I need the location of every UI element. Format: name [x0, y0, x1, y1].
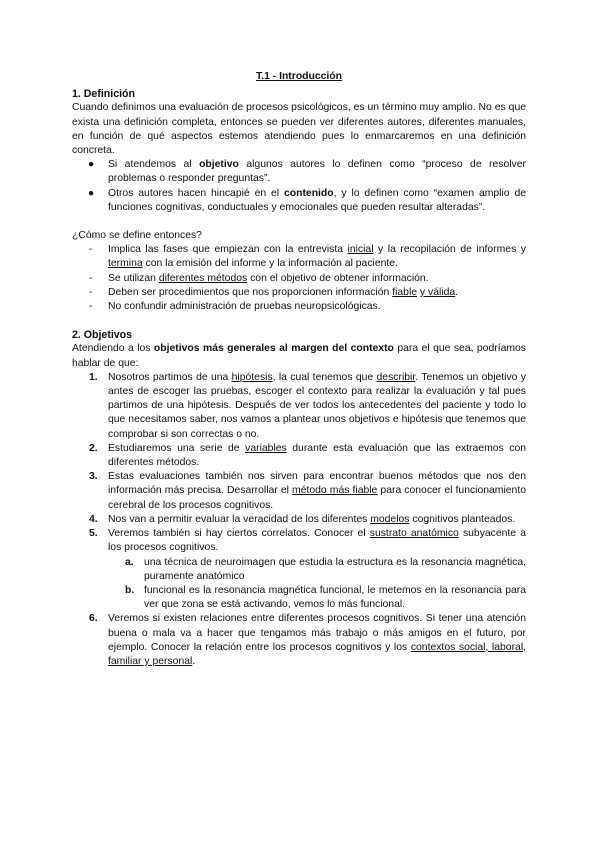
list-item: - Se utilizan diferentes métodos con el objetivo de obtener información. [72, 272, 526, 286]
number-marker: 5. [89, 528, 98, 540]
section-heading-objetivos: 2. Objetivos [72, 329, 133, 342]
bullet-marker: ● [88, 159, 95, 171]
number-marker: 4. [89, 513, 98, 525]
number-marker: 1. [89, 371, 98, 383]
list-item: - Implica las fases que empiezan con la entrevista inicial y la recopilación de informes y termina con la emisión del informe y la información al paciente. [89, 244, 526, 270]
dash-list [72, 243, 526, 314]
bullet-marker: ● [88, 187, 95, 199]
list-item: 2. Estudiaremos una serie de variables durante esta evaluación que las extraemos con diferentes métodos. [89, 442, 526, 469]
sub-list [108, 556, 526, 613]
list-item: - Deben ser procedimientos que nos proporcionen información fiable y válida. [72, 286, 526, 300]
spacer [72, 314, 526, 328]
page-title: T.1 - Introducción [255, 71, 342, 82]
objetivos-intro: Atendiendo a los objetivos más generales al margen del contexto para el que sea, podríamos hablar de que: [72, 343, 526, 369]
list-item: ● Otros autores hacen hincapié en el contenido, y lo definen como “examen amplio de funciones cognitivas, conductuales y emocionales que pueden resultar alteradas”. [88, 187, 527, 213]
question-line: ¿Cómo se define entonces? [72, 230, 202, 242]
list-item: 1. Nosotros partimos de una hipótesis, la cual tenemos que describir. Tenemos un objetivo y antes de escoger las pruebas, escoger el contexto para realizar la evaluación y tal pues partimos de una hipótesis. Después de ver todos los antecedentes del paciente y todo lo que necesitamos saber, nos vamos a plantear unos objetivos e hipótesis que tenemos que comprobar si son correctas o no. [89, 371, 526, 440]
list-item: - No confundir administración de pruebas neuropsicológicas. [72, 300, 526, 314]
definicion-paragraph: Cuando definimos una evaluación de procesos psicológicos, es un término muy amplio. No es que exista una definición completa, entonces se pueden ver diferentes autores, diferentes manuales, en función de qué aspectos estemos atendiendo pues lo enmarcaremos en una definición concreta. [72, 102, 526, 157]
list-item: 5. Veremos también si hay ciertos correlatos. Conocer el sustrato anatómico subyacente a los procesos cognitivos. a. una técnica de neuroimagen que estudia la estructura es la resonancia magnética, puramente anatómico b. funcional es la resonancia magnética funcional, le metemos en la resonancia para ver que zona se está activando, vemos lo más funcional. [72, 527, 526, 612]
sub-list-item: a. una técnica de neuroimagen que estudia la estructura es la resonancia magnética, puramente anatómico [125, 556, 526, 582]
number-marker: 6. [89, 613, 98, 625]
list-item: 6. Veremos si existen relaciones entre diferentes procesos cognitivos. Si tener una atención buena o mala va a hacer que tengamos más trabajo o más amigos en el futuro, por ejemplo. Conocer la relación entre los procesos cognitivos y los contextos social, laboral, familiar y personal. [89, 613, 527, 667]
definicion-bullet-list [72, 158, 526, 215]
sub-list-item: b. funcional es la resonancia magnética funcional, le metemos en la resonancia para ver que zona se está activando, vemos lo más funcional. [125, 584, 526, 611]
spacer [72, 215, 526, 229]
dash-marker: - [89, 286, 93, 298]
list-item: ● Si atendemos al objetivo algunos autores lo definen como “proceso de resolver problemas o responder preguntas”. [88, 159, 526, 185]
dash-marker: - [89, 272, 93, 284]
letter-marker: a. [125, 556, 134, 568]
section-heading-definicion: 1. Definición [72, 88, 135, 101]
dash-marker: - [89, 244, 93, 256]
list-item: 3. Estas evaluaciones también nos sirven para encontrar buenos métodos que nos den información más precisa. Desarrollar el método más fiable para conocer el funcionamiento cerebral de los procesos cognitivos. [89, 471, 526, 511]
number-marker: 3. [89, 471, 98, 483]
list-item: 4. Nos van a permitir evaluar la veracidad de los diferentes modelos cognitivos planteados. [72, 513, 526, 527]
dash-marker: - [89, 301, 93, 313]
document-page [72, 70, 526, 669]
number-marker: 2. [89, 442, 98, 454]
objetivos-numbered-list [72, 371, 526, 669]
letter-marker: b. [125, 584, 135, 596]
